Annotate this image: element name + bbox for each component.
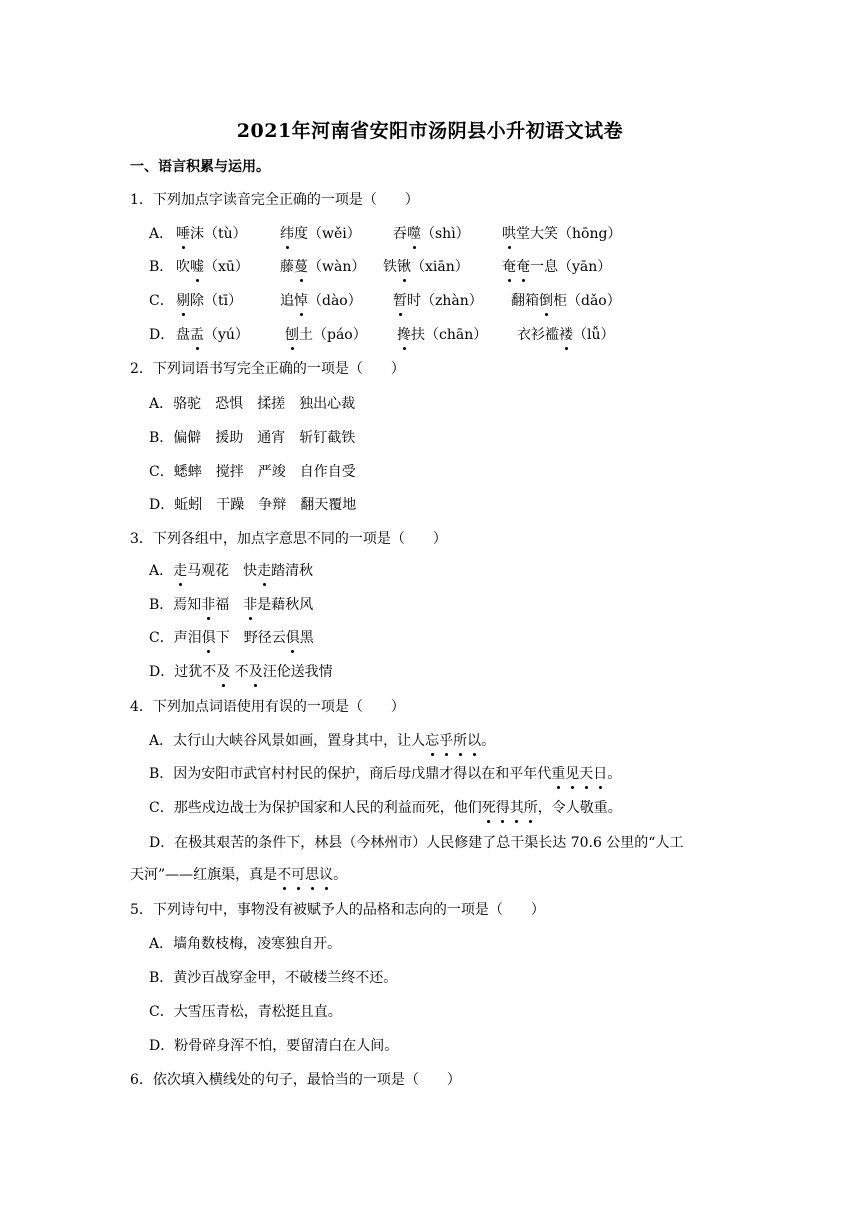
q1c-item-4: 翻箱倒柜（dǎo） — [511, 293, 621, 309]
q1d-item-3: 搀扶（chān） — [397, 327, 488, 343]
q1a-item-4: 哄堂大笑（hōng） — [502, 226, 622, 242]
q4-option-c: C．那些戍边战士为保护国家和人民的利益而死，他们死得其所，令人敬重。 — [149, 800, 622, 816]
option-label: C． — [149, 293, 174, 309]
q1c-item-1: 剔除（tī） — [176, 293, 243, 309]
q1c-item-2: 追悼（dào） — [280, 293, 362, 309]
q2-option-b: B．偏僻 援助 通宵 斩钉截铁 — [149, 430, 356, 446]
q1b-item-4: 奄奄一息（yān） — [502, 259, 612, 275]
q4-option-a: A．太行山大峡谷风景如画，置身其中，让人忘乎所以。 — [149, 733, 496, 749]
q1b-item-3: 铁锹（xiān） — [383, 259, 469, 275]
q1a-item-3: 吞噬（shì） — [393, 226, 470, 242]
q5-option-b: B．黄沙百战穿金甲，不破楼兰终不还。 — [149, 970, 398, 986]
exam-title: 2021年河南省安阳市汤阴县小升初语文试卷 — [236, 120, 624, 142]
question-6-stem: 6．依次填入横线处的句子，最恰当的一项是（ ） — [130, 1072, 461, 1088]
option-label: A． — [149, 226, 174, 242]
question-3-stem: 3．下列各组中，加点字意思不同的一项是（ ） — [130, 531, 447, 547]
option-label: B． — [149, 259, 174, 275]
section-heading: 一、语言积累与运用。 — [130, 159, 270, 175]
q1d-item-2: 刨土（páo） — [285, 327, 367, 343]
q4-option-b: B．因为安阳市武官村村民的保护，商后母戊鼎才得以在和平年代重见天日。 — [149, 766, 622, 782]
question-4-stem: 4．下列加点词语使用有误的一项是（ ） — [130, 699, 405, 715]
q5-option-c: C．大雪压青松，青松挺且直。 — [149, 1004, 342, 1020]
question-2-stem: 2．下列词语书写完全正确的一项是（ ） — [130, 361, 405, 377]
q1-option-a — [149, 224, 622, 244]
q1d-item-1: 盘盂（yú） — [176, 327, 249, 343]
q3-option-d: D．过犹不及 不及汪伦送我情 — [149, 664, 333, 680]
q1a-item-1: 唾沫（tù） — [176, 226, 247, 242]
q1b-item-2: 藤蔓（wàn） — [280, 259, 366, 275]
q2-option-c: C．蟋蟀 搅拌 严竣 自作自受 — [149, 464, 356, 480]
q1d-item-4: 衣衫褴褛（lǚ） — [517, 327, 615, 343]
q5-option-d: D．粉骨碎身浑不怕，要留清白在人间。 — [149, 1038, 399, 1054]
q1a-item-2: 纬度（wěi） — [280, 226, 361, 242]
option-label: D． — [149, 327, 175, 343]
q2-option-d: D．蚯蚓 干躁 争辩 翻天覆地 — [149, 497, 357, 513]
q1-option-d — [149, 325, 615, 345]
q3-option-b: B．焉知非福 非是藉秋风 — [149, 597, 314, 613]
q1-option-b — [149, 257, 612, 277]
q1-option-c — [149, 291, 621, 311]
q4-option-d-line1: D．在极其艰苦的条件下，林县（今林州市）人民修建了总干渠长达 70.6 公里的“人工 — [149, 835, 684, 851]
question-5-stem: 5．下列诗句中，事物没有被赋予人的品格和志向的一项是（ ） — [130, 902, 545, 918]
q5-option-a: A．墙角数枝梅，凌寒独自开。 — [149, 936, 342, 952]
q2-option-a: A．骆驼 恐惧 揉搓 独出心裁 — [149, 396, 356, 412]
question-1-stem: 1．下列加点字读音完全正确的一项是（ ） — [130, 192, 419, 208]
q3-option-c: C．声泪俱下 野径云俱黑 — [149, 630, 314, 646]
q3-option-a: A．走马观花 快走踏清秋 — [149, 563, 314, 579]
q4-option-d-line2: 天河”——红旗渠，真是不可思议。 — [130, 867, 348, 883]
q1b-item-1: 吹嘘（xū） — [176, 259, 249, 275]
q1c-item-3: 暂时（zhàn） — [393, 293, 483, 309]
